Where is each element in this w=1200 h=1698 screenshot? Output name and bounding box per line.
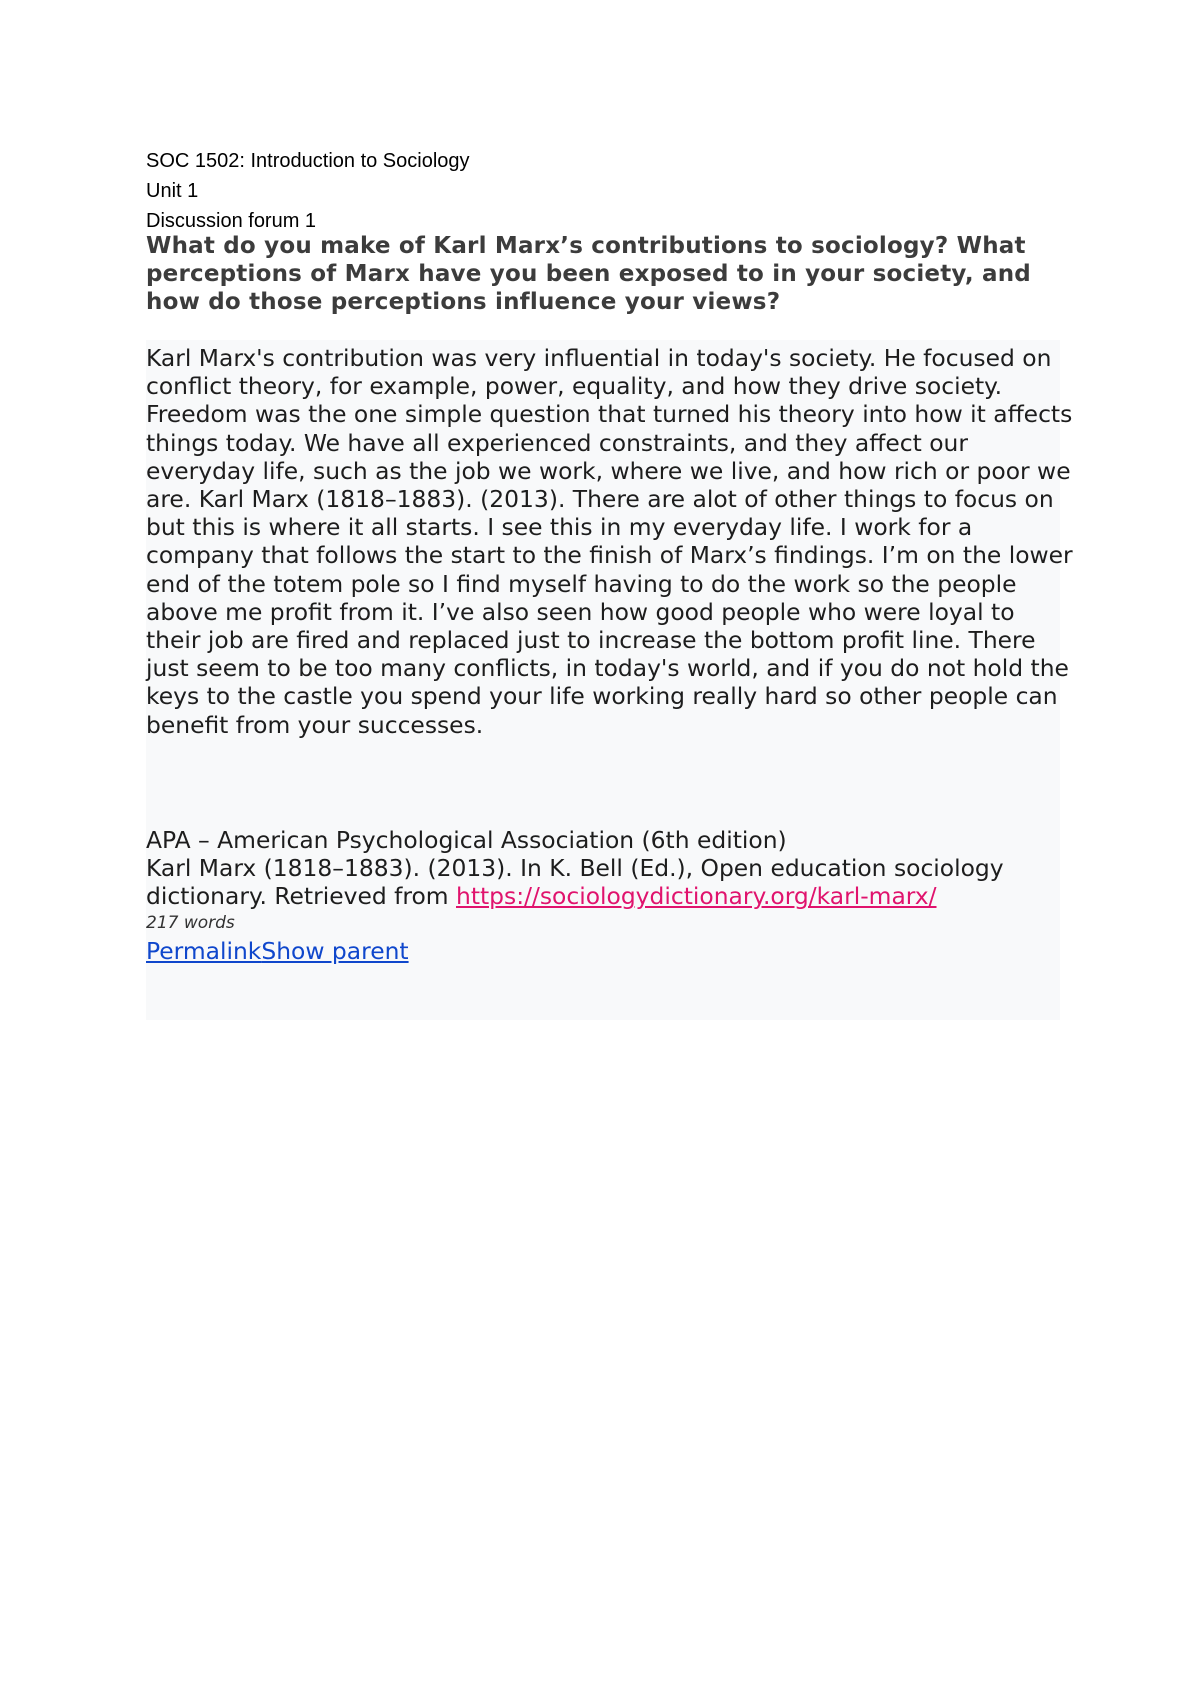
discussion-question: What do you make of Karl Marx’s contributions to sociology? What perceptions of Marx have you been exposed to in your society, and how do those perceptions influence your views? <box>146 233 1031 315</box>
citation-text <box>146 854 1076 910</box>
show-parent-link[interactable]: Show parent <box>261 937 409 965</box>
forum-post-body <box>146 344 1076 739</box>
course-title: SOC 1502: Introduction to Sociology <box>146 150 470 172</box>
reference-block <box>146 826 1076 911</box>
document-header <box>146 146 1066 236</box>
unit-label: Unit 1 <box>146 180 199 202</box>
permalink-link[interactable]: Permalink <box>146 937 262 965</box>
word-count: 217 words <box>146 913 235 933</box>
citation-link[interactable]: https://sociologydictionary.org/karl-marx/ <box>456 882 937 911</box>
citation-body: Karl Marx (1818–1883). (2013). In K. Bell (Ed.), Open education sociology dictionary. Retrieved from <box>146 854 1004 911</box>
post-paragraph: Karl Marx's contribution was very influential in today's society. He focused on conflict theory, for example, power, equality, and how they drive society. Freedom was the one simple question that turned his theory into how it affects things today. We have all experienced constraints, and they affect our everyday life, such as the job we work, where we live, and how rich or poor we are. Karl Marx (1818–1883). (2013). There are alot of other things to focus on but this is where it all starts. I see this in my everyday life. I work for a company that follows the start to the finish of Marx’s findings. I’m on the lower end of the totem pole so I find myself having to do the work so the people above me profit from it. I’ve also seen how good people who were loyal to their job are fired and replaced just to increase the bottom profit line. There just seem to be too many conflicts, in today's world, and if you do not hold the keys to the castle you spend your life working really hard so other people can benefit from your successes. <box>146 344 1073 739</box>
citation-style: APA – American Psychological Association (6th edition) <box>146 826 787 854</box>
post-actions <box>146 936 409 966</box>
forum-label: Discussion forum 1 <box>146 210 317 232</box>
